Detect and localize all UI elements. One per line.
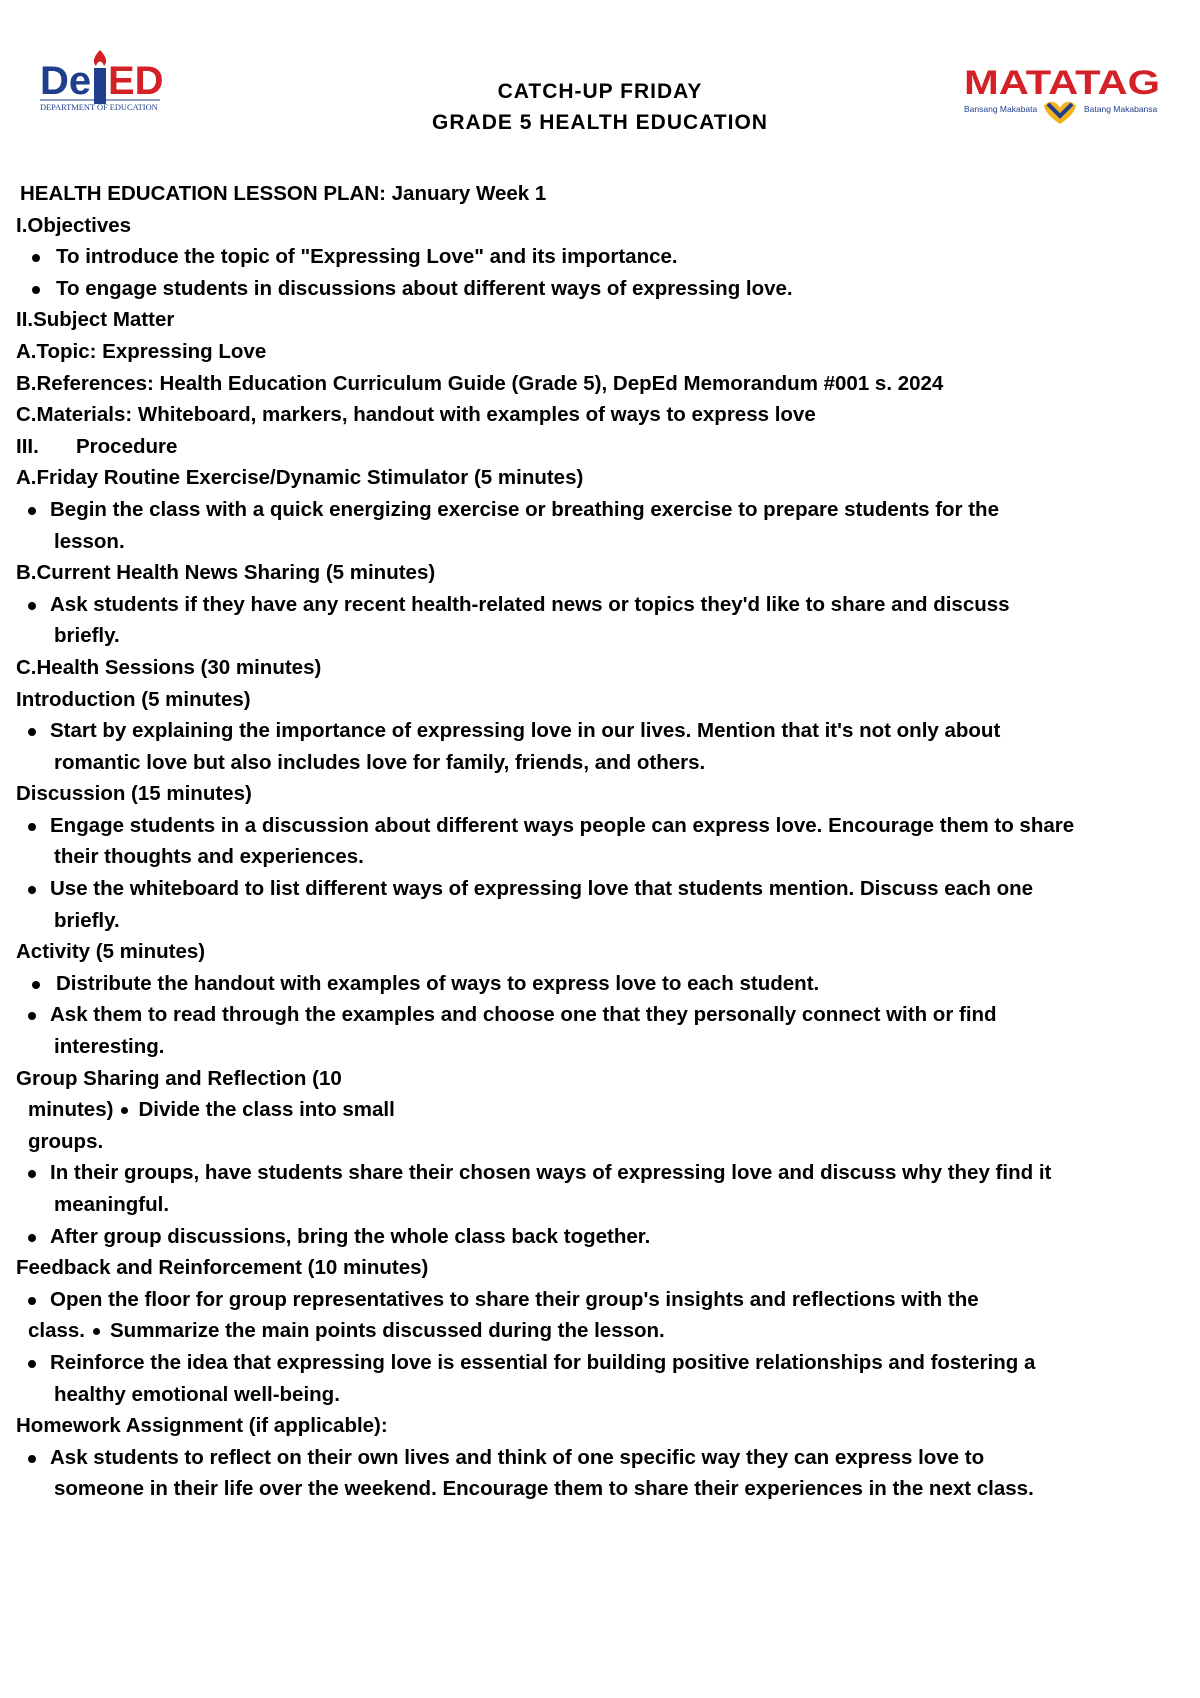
list-item-text: In their groups, have students share their chosen ways of expressing love and discuss why they find it bbox=[50, 1161, 1052, 1185]
bullet-icon bbox=[28, 1455, 36, 1463]
list-item-text: Open the floor for group representatives to share their group's insights and reflections with the bbox=[50, 1287, 979, 1311]
list-item-continuation: class. bbox=[28, 1319, 85, 1343]
list-item-continuation: briefly. bbox=[54, 624, 120, 648]
subsection-heading-continuation: minutes) bbox=[28, 1098, 114, 1122]
deped-wordmark-ed: ED bbox=[108, 59, 164, 103]
subsection-heading: Activity (5 minutes) bbox=[16, 940, 206, 964]
list-item-text: After group discussions, bring the whole class back together. bbox=[50, 1224, 651, 1248]
list-item-text: Ask them to read through the examples and choose one that they personally connect with or find bbox=[50, 1003, 997, 1027]
list-item-continuation: lesson. bbox=[54, 529, 125, 553]
section-heading: I.Objectives bbox=[16, 213, 132, 237]
bullet-icon bbox=[28, 602, 36, 610]
list-item bbox=[16, 968, 1191, 1000]
bullet-icon bbox=[28, 823, 36, 831]
procedure-step: C.Health Sessions (30 minutes) bbox=[16, 655, 322, 679]
bullet-icon bbox=[28, 1012, 36, 1020]
list-item bbox=[16, 1094, 1191, 1126]
bullet-icon bbox=[93, 1328, 100, 1335]
list-item-continuation: interesting. bbox=[54, 1035, 165, 1059]
header-title-line1: CATCH-UP FRIDAY bbox=[497, 80, 703, 103]
list-item-continuation: healthy emotional well-being. bbox=[54, 1382, 340, 1406]
list-item-text: Divide the class into small bbox=[138, 1098, 395, 1122]
deped-torch-body bbox=[94, 68, 106, 104]
list-item bbox=[16, 999, 1191, 1031]
subsection-heading: Feedback and Reinforcement (10 minutes) bbox=[16, 1256, 429, 1280]
subject-materials: C.Materials: Whiteboard, markers, handout with examples of ways to express love bbox=[16, 403, 816, 427]
bullet-icon bbox=[28, 1234, 36, 1242]
list-item bbox=[16, 873, 1191, 905]
lesson-plan-body bbox=[16, 178, 1191, 1505]
list-item-continuation: meaningful. bbox=[54, 1193, 170, 1216]
list-item-text: Distribute the handout with examples of ways to express love to each student. bbox=[56, 971, 820, 995]
list-item bbox=[16, 1284, 1191, 1316]
bullet-icon bbox=[28, 1360, 36, 1368]
header-title-line2: GRADE 5 HEALTH EDUCATION bbox=[432, 111, 768, 134]
document-header bbox=[300, 76, 900, 138]
list-item-text: Ask students to reflect on their own lives and think of one specific way they can express love to bbox=[50, 1445, 985, 1469]
matatag-logo bbox=[964, 64, 1162, 134]
subsection-heading: Introduction (5 minutes) bbox=[16, 687, 251, 711]
list-item bbox=[16, 589, 1191, 621]
bullet-icon bbox=[28, 1297, 36, 1305]
list-item bbox=[16, 241, 1191, 273]
list-item-text: Start by explaining the importance of expressing love in our lives. Mention that it's not only about bbox=[50, 719, 1001, 743]
list-item bbox=[16, 1221, 1191, 1253]
list-item bbox=[16, 810, 1191, 842]
list-item bbox=[16, 1315, 1191, 1347]
matatag-wordmark: MATATAG bbox=[964, 64, 1160, 102]
deped-wordmark-de: De bbox=[40, 59, 92, 103]
list-item bbox=[16, 494, 1191, 526]
list-item-continuation: briefly. bbox=[54, 908, 120, 932]
list-item-text: Reinforce the idea that expressing love is essential for building positive relationships and fostering a bbox=[50, 1350, 1036, 1374]
bullet-icon bbox=[32, 286, 40, 294]
matatag-tagline-left: Bansang Makabata bbox=[964, 104, 1038, 114]
procedure-step: B.Current Health News Sharing (5 minutes) bbox=[16, 561, 436, 585]
list-item-text: To engage students in discussions about different ways of expressing love. bbox=[56, 276, 793, 300]
list-item bbox=[16, 1157, 1191, 1189]
bullet-icon bbox=[28, 507, 36, 515]
list-item-text: Begin the class with a quick energizing exercise or breathing exercise to prepare students for the bbox=[50, 497, 999, 521]
list-item bbox=[16, 273, 1191, 305]
section-title: Procedure bbox=[76, 434, 178, 458]
bullet-icon bbox=[32, 981, 40, 989]
list-item bbox=[16, 1347, 1191, 1379]
subsection-heading: Group Sharing and Reflection (10 bbox=[16, 1066, 342, 1090]
list-item-text: Engage students in a discussion about different ways people can express love. Encourage them to share bbox=[50, 813, 1075, 837]
deped-torch-flame-icon bbox=[94, 50, 106, 66]
list-item bbox=[16, 715, 1191, 747]
subsection-heading: Discussion (15 minutes) bbox=[16, 782, 252, 806]
procedure-step: A.Friday Routine Exercise/Dynamic Stimulator (5 minutes) bbox=[16, 466, 584, 490]
deped-subtitle: DEPARTMENT OF EDUCATION bbox=[40, 103, 158, 112]
list-item-continuation: groups. bbox=[28, 1129, 104, 1153]
bullet-icon bbox=[28, 886, 36, 894]
list-item-continuation: romantic love but also includes love for family, friends, and others. bbox=[54, 750, 706, 774]
subject-references: B.References: Health Education Curriculum Guide (Grade 5), DepEd Memorandum #001 s. 2024 bbox=[16, 371, 944, 395]
list-item-text: Use the whiteboard to list different ways of expressing love that students mention. Discuss each one bbox=[50, 877, 1034, 901]
section-heading bbox=[16, 431, 1191, 463]
list-item bbox=[16, 1442, 1191, 1474]
matatag-tagline-right: Batang Makabansa bbox=[1084, 104, 1158, 114]
list-item-continuation: their thoughts and experiences. bbox=[54, 845, 364, 869]
subsection-heading: Homework Assignment (if applicable): bbox=[16, 1414, 388, 1438]
lesson-plan-title: HEALTH EDUCATION LESSON PLAN: January Week 1 bbox=[20, 182, 547, 205]
section-heading: II.Subject Matter bbox=[16, 308, 175, 332]
list-item-text: Ask students if they have any recent health-related news or topics they'd like to share and discuss bbox=[50, 592, 1010, 616]
list-item-continuation: someone in their life over the weekend. Encourage them to share their experiences in the next class. bbox=[54, 1477, 1034, 1501]
section-number: III. bbox=[16, 434, 39, 458]
list-item-text: Summarize the main points discussed during the lesson. bbox=[110, 1319, 665, 1343]
subject-topic: A.Topic: Expressing Love bbox=[16, 339, 267, 363]
bullet-icon bbox=[32, 254, 40, 262]
bullet-icon bbox=[28, 1170, 36, 1178]
list-item-text: To introduce the topic of "Expressing Love" and its importance. bbox=[56, 245, 678, 269]
bullet-icon bbox=[121, 1107, 128, 1114]
bullet-icon bbox=[28, 728, 36, 736]
deped-logo bbox=[40, 48, 182, 124]
